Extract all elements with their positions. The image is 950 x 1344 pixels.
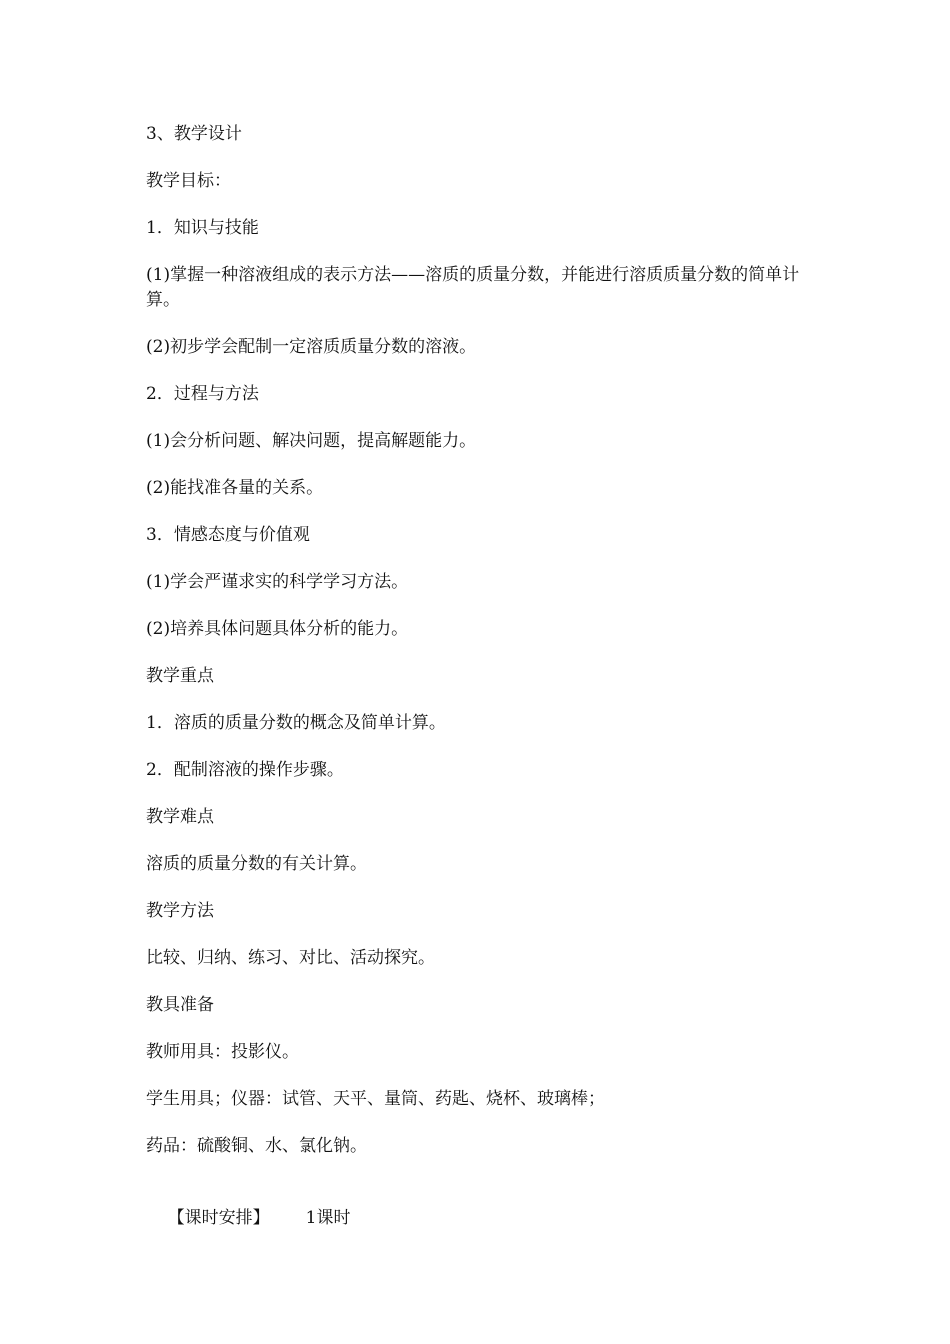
tools-student: 学生用具；仪器：试管、天平、量筒、药匙、烧杯、玻璃棒； [146,1089,605,1109]
tools-chemicals: 药品：硫酸铜、水、氯化钠。 [146,1136,367,1156]
objective-2-heading: 2．过程与方法 [146,384,259,404]
difficulty-text: 溶质的质量分数的有关计算。 [146,854,367,874]
key-point-2: 2．配制溶液的操作步骤。 [146,760,344,780]
method-text: 比较、归纳、练习、对比、活动探究。 [146,948,435,968]
objective-3-item-2: (2)培养具体问题具体分析的能力。 [146,619,409,639]
method-heading: 教学方法 [146,901,214,921]
schedule-line [146,1181,826,1256]
schedule-label: 【课时安排】 [167,1208,270,1228]
difficulty-heading: 教学难点 [146,807,214,827]
tools-teacher: 教师用具：投影仪。 [146,1042,299,1062]
key-point-1: 1．溶质的质量分数的概念及简单计算。 [146,713,446,733]
tools-heading: 教具准备 [146,995,214,1015]
objective-1-item-2: (2)初步学会配制一定溶质质量分数的溶液。 [146,337,477,357]
objective-2-item-1: (1)会分析问题、解决问题，提高解题能力。 [146,431,477,451]
objective-1-item-1: (1)掌握一种溶液组成的表示方法——溶质的质量分数，并能进行溶质质量分数的简单计算。 [146,265,800,310]
objectives-heading: 教学目标： [146,171,231,191]
document-body [146,122,826,1256]
section-title: 3、教学设计 [146,124,242,144]
objective-1-heading: 1．知识与技能 [146,218,259,238]
objective-3-item-1: (1)学会严谨求实的科学学习方法。 [146,572,409,592]
objective-2-item-2: (2)能找准各量的关系。 [146,478,324,498]
objective-3-heading: 3．情感态度与价值观 [146,525,310,545]
key-points-heading: 教学重点 [146,666,214,686]
schedule-value: 1课时 [305,1208,351,1228]
